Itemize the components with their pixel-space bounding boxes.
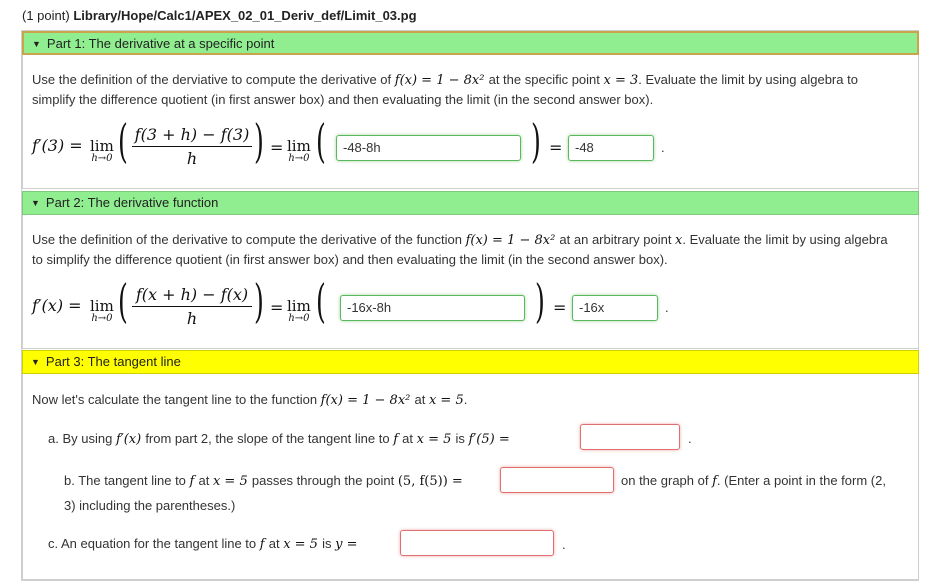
point-expression: x <box>675 233 683 248</box>
part1-lhs: f′(3) = <box>32 136 83 155</box>
part3-item-b-hint2: 3) including the parentheses.) <box>64 498 236 513</box>
part2-lhs: f′(x) = <box>32 296 82 315</box>
problem-path: Library/Hope/Calc1/APEX_02_01_Deriv_def/Limit_03.pg <box>73 8 417 23</box>
part2-difference-quotient: $\frac{f(x + h) - f(x)}{h}$ <box>132 285 252 328</box>
left-paren-icon: ( <box>316 114 326 168</box>
part2-title: Part 2: The derivative function <box>45 195 219 210</box>
function-expression: f(x) = 1 − 8x² <box>320 393 415 408</box>
left-paren-icon: ( <box>316 274 326 328</box>
part2-lim1: lim h→0 <box>90 297 114 324</box>
part2-instructions: Use the definition of the derivative to compute the derivative of the function f(x) = 1 − 8x² at an arbitrary point x. Evaluate the limit by using algebra to simplify the difference quotient (in first answer box) and then evaluating the limit (in the second answer box). <box>32 232 888 267</box>
right-paren-icon: ) <box>531 114 541 168</box>
part2-equals2: = <box>553 298 567 317</box>
collapse-triangle-icon: ▼ <box>31 198 40 208</box>
problem-points: (1 point) <box>22 8 70 23</box>
part1-answer2-input[interactable]: -48 <box>568 135 654 161</box>
part3-title: Part 3: The tangent line <box>45 354 181 369</box>
part2-lim2: lim h→0 <box>287 297 311 324</box>
collapse-triangle-icon: ▼ <box>31 357 40 367</box>
collapse-triangle-icon: ▼ <box>32 39 41 49</box>
part3-item-a: a. By using f′(x) from part 2, the slope of the tangent line to f at x = 5 is f′(5) = <box>48 431 510 447</box>
part3-item-c: c. An equation for the tangent line to f at x = 5 is y = <box>48 536 358 552</box>
right-paren-icon: ) <box>535 274 545 328</box>
part3-intro: Now let's calculate the tangent line to the function f(x) = 1 − 8x² at x = 5. <box>32 392 468 408</box>
period: . <box>661 140 665 155</box>
point-expression: x = 3 <box>603 73 639 88</box>
part1-lim2: lim h→0 <box>287 137 311 164</box>
period: . <box>688 431 692 446</box>
part2-answer2-input[interactable]: -16x <box>572 295 658 321</box>
part1-equals2: = <box>549 138 563 157</box>
problem-header <box>22 8 417 23</box>
function-expression: f(x) = 1 − 8x² <box>394 73 489 88</box>
part2-header[interactable] <box>22 191 919 215</box>
period: . <box>562 537 566 552</box>
part1-title: Part 1: The derivative at a specific point <box>46 36 275 51</box>
part3-header[interactable] <box>22 350 919 374</box>
part3-point-input[interactable] <box>500 467 614 493</box>
part1-instructions: Use the definition of the derviative to compute the derivative of f(x) = 1 − 8x² at the specific point x = 3. Evaluate the limit by using algebra to simplify the difference quotient (in first answer box) and then evaluating the limit (in the second answer box). <box>32 72 858 107</box>
left-paren-icon: ( <box>118 274 128 328</box>
part3-slope-input[interactable] <box>580 424 680 450</box>
right-paren-icon: ) <box>254 114 264 168</box>
part3-equation-input[interactable] <box>400 530 554 556</box>
function-expression: f(x) = 1 − 8x² <box>465 233 560 248</box>
part2-equals: = <box>270 298 284 317</box>
part1-difference-quotient: $\frac{f(3 + h) - f(3)}{h}$ <box>132 125 252 168</box>
right-paren-icon: ) <box>254 274 264 328</box>
part3-item-b-hint: on the graph of f. (Enter a point in the form (2, <box>621 473 886 489</box>
point-expression: x = 5 <box>428 393 464 408</box>
part1-lim1: lim h→0 <box>90 137 114 164</box>
part3-item-b: b. The tangent line to f at x = 5 passes through the point (5, f(5)) = <box>64 473 463 489</box>
part1-equals: = <box>270 138 284 157</box>
part2-answer1-input[interactable]: -16x-8h <box>340 295 525 321</box>
part1-answer1-input[interactable]: -48-8h <box>336 135 521 161</box>
left-paren-icon: ( <box>118 114 128 168</box>
period: . <box>665 300 669 315</box>
part1-header[interactable] <box>22 31 919 55</box>
